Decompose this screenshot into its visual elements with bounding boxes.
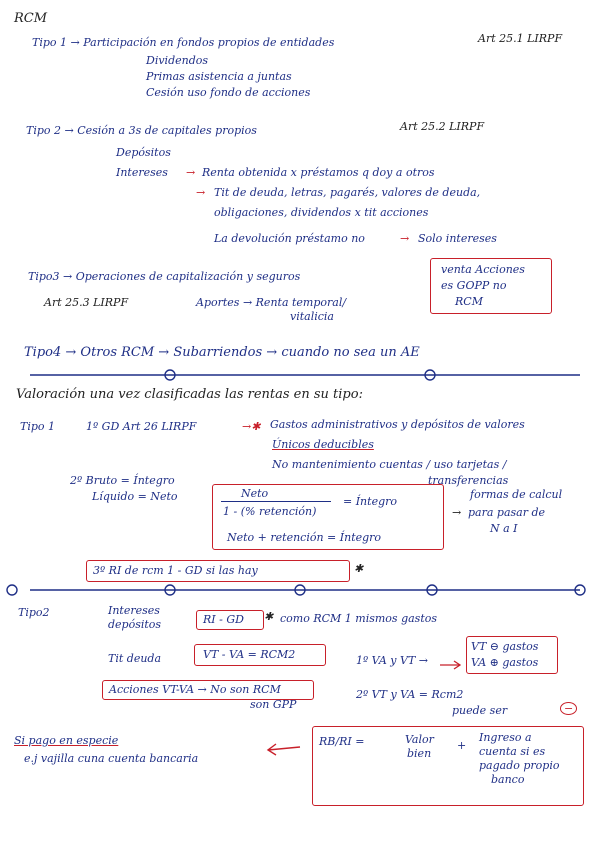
especie-ingreso: pagado propio xyxy=(479,759,560,772)
tipo3-aportes: Aportes → Renta temporal/ xyxy=(196,296,347,309)
val-tipo2-intereses: Intereses xyxy=(108,604,160,617)
val-tipo1-transf: transferencias xyxy=(428,474,509,487)
tipo2-intereses-label: Intereses xyxy=(116,166,168,179)
ri-formula: 3º RI de rcm 1 - GD si las hay xyxy=(93,564,258,577)
ri-gd-box xyxy=(196,610,264,630)
formula-eq1: = Íntegro xyxy=(343,495,397,508)
tipo3-box-line: es GOPP no xyxy=(441,279,507,292)
formula-eq2: Neto + retención = Íntegro xyxy=(227,531,382,544)
vt-va-gastos-box xyxy=(466,636,558,674)
tipo4-heading: Tipo4 → Otros RCM → Subarriendos → cuando no sea un AE xyxy=(24,345,420,360)
va-gastos: VA ⊕ gastos xyxy=(471,656,539,669)
tipo1-item: Dividendos xyxy=(146,54,209,67)
especie-line2: e.j vajilla cuna cuenta bancaria xyxy=(24,752,199,765)
tipo3-vitalicia: vitalicia xyxy=(290,310,334,323)
especie-valor: Valor xyxy=(405,733,434,746)
val-tipo2-depositos: depósitos xyxy=(108,618,162,631)
val-tipo1-label: Tipo 1 xyxy=(20,420,56,433)
formula-denominador: 1 - (% retención) xyxy=(223,505,317,518)
formas-note: N a I xyxy=(490,522,518,535)
val-tipo2-step1: 1º VA y VT → xyxy=(356,654,429,667)
tipo3-note-box xyxy=(430,258,552,314)
vt-gastos: VT ⊖ gastos xyxy=(471,640,539,653)
val-tipo2-como: como RCM 1 mismos gastos xyxy=(280,612,438,625)
tipo3-box-line: RCM xyxy=(455,295,483,308)
especie-box xyxy=(312,726,584,806)
tipo3-box-line: venta Acciones xyxy=(441,263,525,276)
formas-note: para pasar de xyxy=(468,506,546,519)
ri-box xyxy=(86,560,350,582)
tipo1-heading: Tipo 1 → Participación en fondos propios de entidades xyxy=(32,36,335,49)
val-tipo1-liquido: Líquido = Neto xyxy=(92,490,178,503)
tipo2-tit-line1: Tit de deuda, letras, pagarés, valores de deuda, xyxy=(214,186,481,199)
tipo2-ref: Art 25.2 LIRPF xyxy=(400,120,485,133)
val-tipo1-gd: 1º GD Art 26 LIRPF xyxy=(86,420,197,433)
vt-va-box xyxy=(194,644,326,666)
tipo2-rentas: Renta obtenida x préstamos q doy a otros xyxy=(202,166,435,179)
val-tipo2-label: Tipo2 xyxy=(18,606,50,619)
vt-va-text: VT - VA = RCM2 xyxy=(203,648,296,661)
tipo3-heading: Tipo3 → Operaciones de capitalización y seguros xyxy=(28,270,301,283)
especie-rb: RB/RI = xyxy=(319,735,365,748)
tipo2-heading: Tipo 2 → Cesión a 3s de capitales propios xyxy=(26,124,257,137)
tipo2-solo: Solo intereses xyxy=(418,232,497,245)
tipo2-devolucion: La devolución préstamo no xyxy=(214,232,365,245)
val-tipo2-step2: 2º VT y VA = Rcm2 xyxy=(356,688,464,701)
tipo3-ref: Art 25.3 LIRPF xyxy=(44,296,129,309)
formula-neto: Neto xyxy=(241,487,269,500)
tipo2-tit-line2: obligaciones, dividendos x tit acciones xyxy=(214,206,429,219)
acciones-box xyxy=(102,680,314,700)
val-tipo1-unicos: Únicos deducibles xyxy=(272,438,374,451)
val-tipo2-puede: puede ser xyxy=(452,704,508,717)
val-tipo2-tit-deuda: Tit deuda xyxy=(108,652,162,665)
formula-box xyxy=(212,484,444,550)
acciones-gpp: son GPP xyxy=(250,698,297,711)
especie-line1: Si pago en especie xyxy=(14,734,119,747)
especie-plus: + xyxy=(457,739,467,752)
tipo2-depositos: Depósitos xyxy=(116,146,171,159)
page-title: RCM xyxy=(14,11,48,26)
especie-ingreso: banco xyxy=(491,773,525,786)
tipo1-item: Primas asistencia a juntas xyxy=(146,70,292,83)
tipo1-item: Cesión uso fondo de acciones xyxy=(146,86,311,99)
formas-note: formas de calcul xyxy=(470,488,563,501)
especie-ingreso: cuenta si es xyxy=(479,745,546,758)
acciones-text: Acciones VT-VA → No son RCM xyxy=(109,683,281,696)
val-tipo1-bruto: 2º Bruto = Íntegro xyxy=(70,474,175,487)
val-tipo1-gastos: Gastos administrativos y depósitos de valores xyxy=(270,418,525,431)
ri-gd-text: RI - GD xyxy=(203,613,244,626)
especie-valor: bien xyxy=(407,747,432,760)
val-tipo1-no-mant: No mantenimiento cuentas / uso tarjetas / xyxy=(272,458,507,471)
valoracion-heading: Valoración una vez clasificadas las rentas en su tipo: xyxy=(16,387,363,402)
especie-ingreso: Ingreso a xyxy=(479,731,532,744)
tipo1-ref: Art 25.1 LIRPF xyxy=(478,32,563,45)
